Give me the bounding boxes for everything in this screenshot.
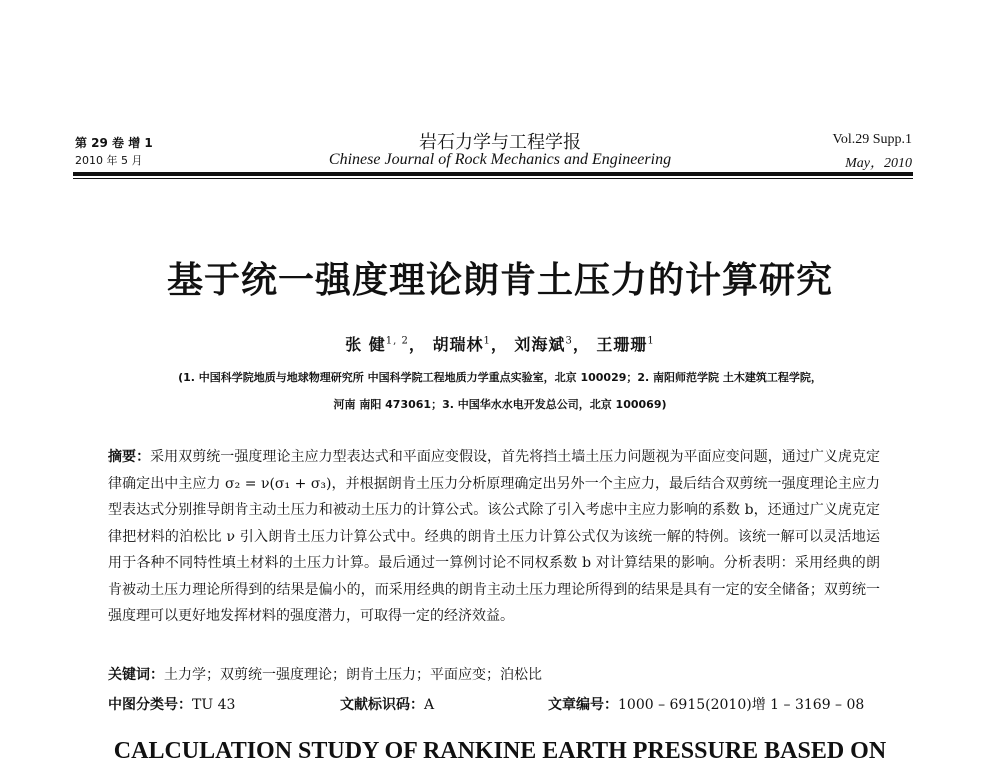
author-name: 刘海斌 bbox=[514, 335, 566, 354]
author-name: 王珊珊 bbox=[596, 335, 648, 354]
keywords bbox=[108, 664, 542, 684]
english-title: CALCULATION STUDY OF RANKINE EARTH PRESSURE BASED ON bbox=[113, 738, 887, 764]
document-code bbox=[340, 694, 434, 714]
author-name: 张 健 bbox=[345, 335, 386, 354]
clc-number bbox=[108, 694, 235, 714]
keywords-text: 土力学；双剪统一强度理论；朗肯土压力；平面应变；泊松比 bbox=[164, 667, 542, 683]
clc-value: TU 43 bbox=[192, 697, 236, 713]
volume-issue-en: Vol.29 Supp.1 bbox=[832, 132, 912, 147]
journal-name-en: Chinese Journal of Rock Mechanics and Engineering bbox=[328, 151, 672, 168]
article-number bbox=[548, 694, 864, 714]
paper-title: 基于统一强度理论朗肯土压力的计算研究 bbox=[166, 260, 833, 301]
author-list: 张 健$^{1, 2}$， 胡瑞林$^1$， 刘海斌$^3$， 王珊珊$^1$ bbox=[345, 335, 655, 354]
author-affiliation-mark: 1, 2 bbox=[385, 335, 409, 347]
clc-label: 中图分类号： bbox=[108, 697, 192, 713]
keywords-label: 关键词： bbox=[108, 667, 164, 683]
affiliation-line-2: 河南 南阳 473061；3. 中国华水水电开发总公司，北京 100069) bbox=[333, 398, 667, 411]
document-code-value: A bbox=[424, 697, 435, 713]
date-en: May，2010 bbox=[845, 156, 912, 171]
volume-issue-cn: 第 29 卷 增 1 bbox=[75, 136, 153, 150]
author-affiliation-mark: 3 bbox=[565, 335, 573, 347]
abstract bbox=[108, 444, 880, 630]
author-name: 胡瑞林 bbox=[432, 335, 484, 354]
date-cn: 2010 年 5 月 bbox=[75, 154, 143, 167]
abstract-label: 摘要： bbox=[108, 449, 151, 465]
author-affiliation-mark: 1 bbox=[483, 335, 491, 347]
header-rule-thick bbox=[73, 172, 913, 176]
author-affiliation-mark: 1 bbox=[647, 335, 655, 347]
document-code-label: 文献标识码： bbox=[340, 697, 424, 713]
header-rule-thin bbox=[73, 178, 913, 179]
journal-name-cn: 岩石力学与工程学报 bbox=[419, 132, 581, 153]
article-number-value: 1000 – 6915(2010)增 1 – 3169 – 08 bbox=[618, 697, 865, 713]
article-number-label: 文章编号： bbox=[548, 697, 618, 713]
affiliation-line-1: (1. 中国科学院地质与地球物理研究所 中国科学院工程地质力学重点实验室，北京 100029；2. 南阳师范学院 土木建筑工程学院， bbox=[178, 371, 822, 384]
abstract-text: 采用双剪统一强度理论主应力型表达式和平面应变假设，首先将挡土墙土压力问题视为平面应变问题，通过广义虎克定律确定出中主应力 σ₂ = ν(σ₁ + σ₃)，并根据朗肯土压力分析原理确定出另外一个主应力，最后结合双剪统一强度理论主应力型表达式分别推导朗肯主动土压力和被动土压力的计算公式。该公式除了引入考虑中主应力影响的系数 b，还通过广义虎克定律把材料的泊松比 ν 引入朗肯土压力计算公式中。经典的朗肯土压力计算公式仅为该统一解的特例。该统一解可以灵活地运用于各种不同特性填土材料的土压力计算。最后通过一算例讨论不同权系数 b 对计算结果的影响。分析表明：采用经典的朗肯被动土压力理论所得到的结果是偏小的，而采用经典的朗肯主动土压力理论所得到的结果是具有一定的安全储备；双剪统一强度理可以更好地发挥材料的强度潜力，可取得一定的经济效益。 bbox=[108, 449, 881, 624]
